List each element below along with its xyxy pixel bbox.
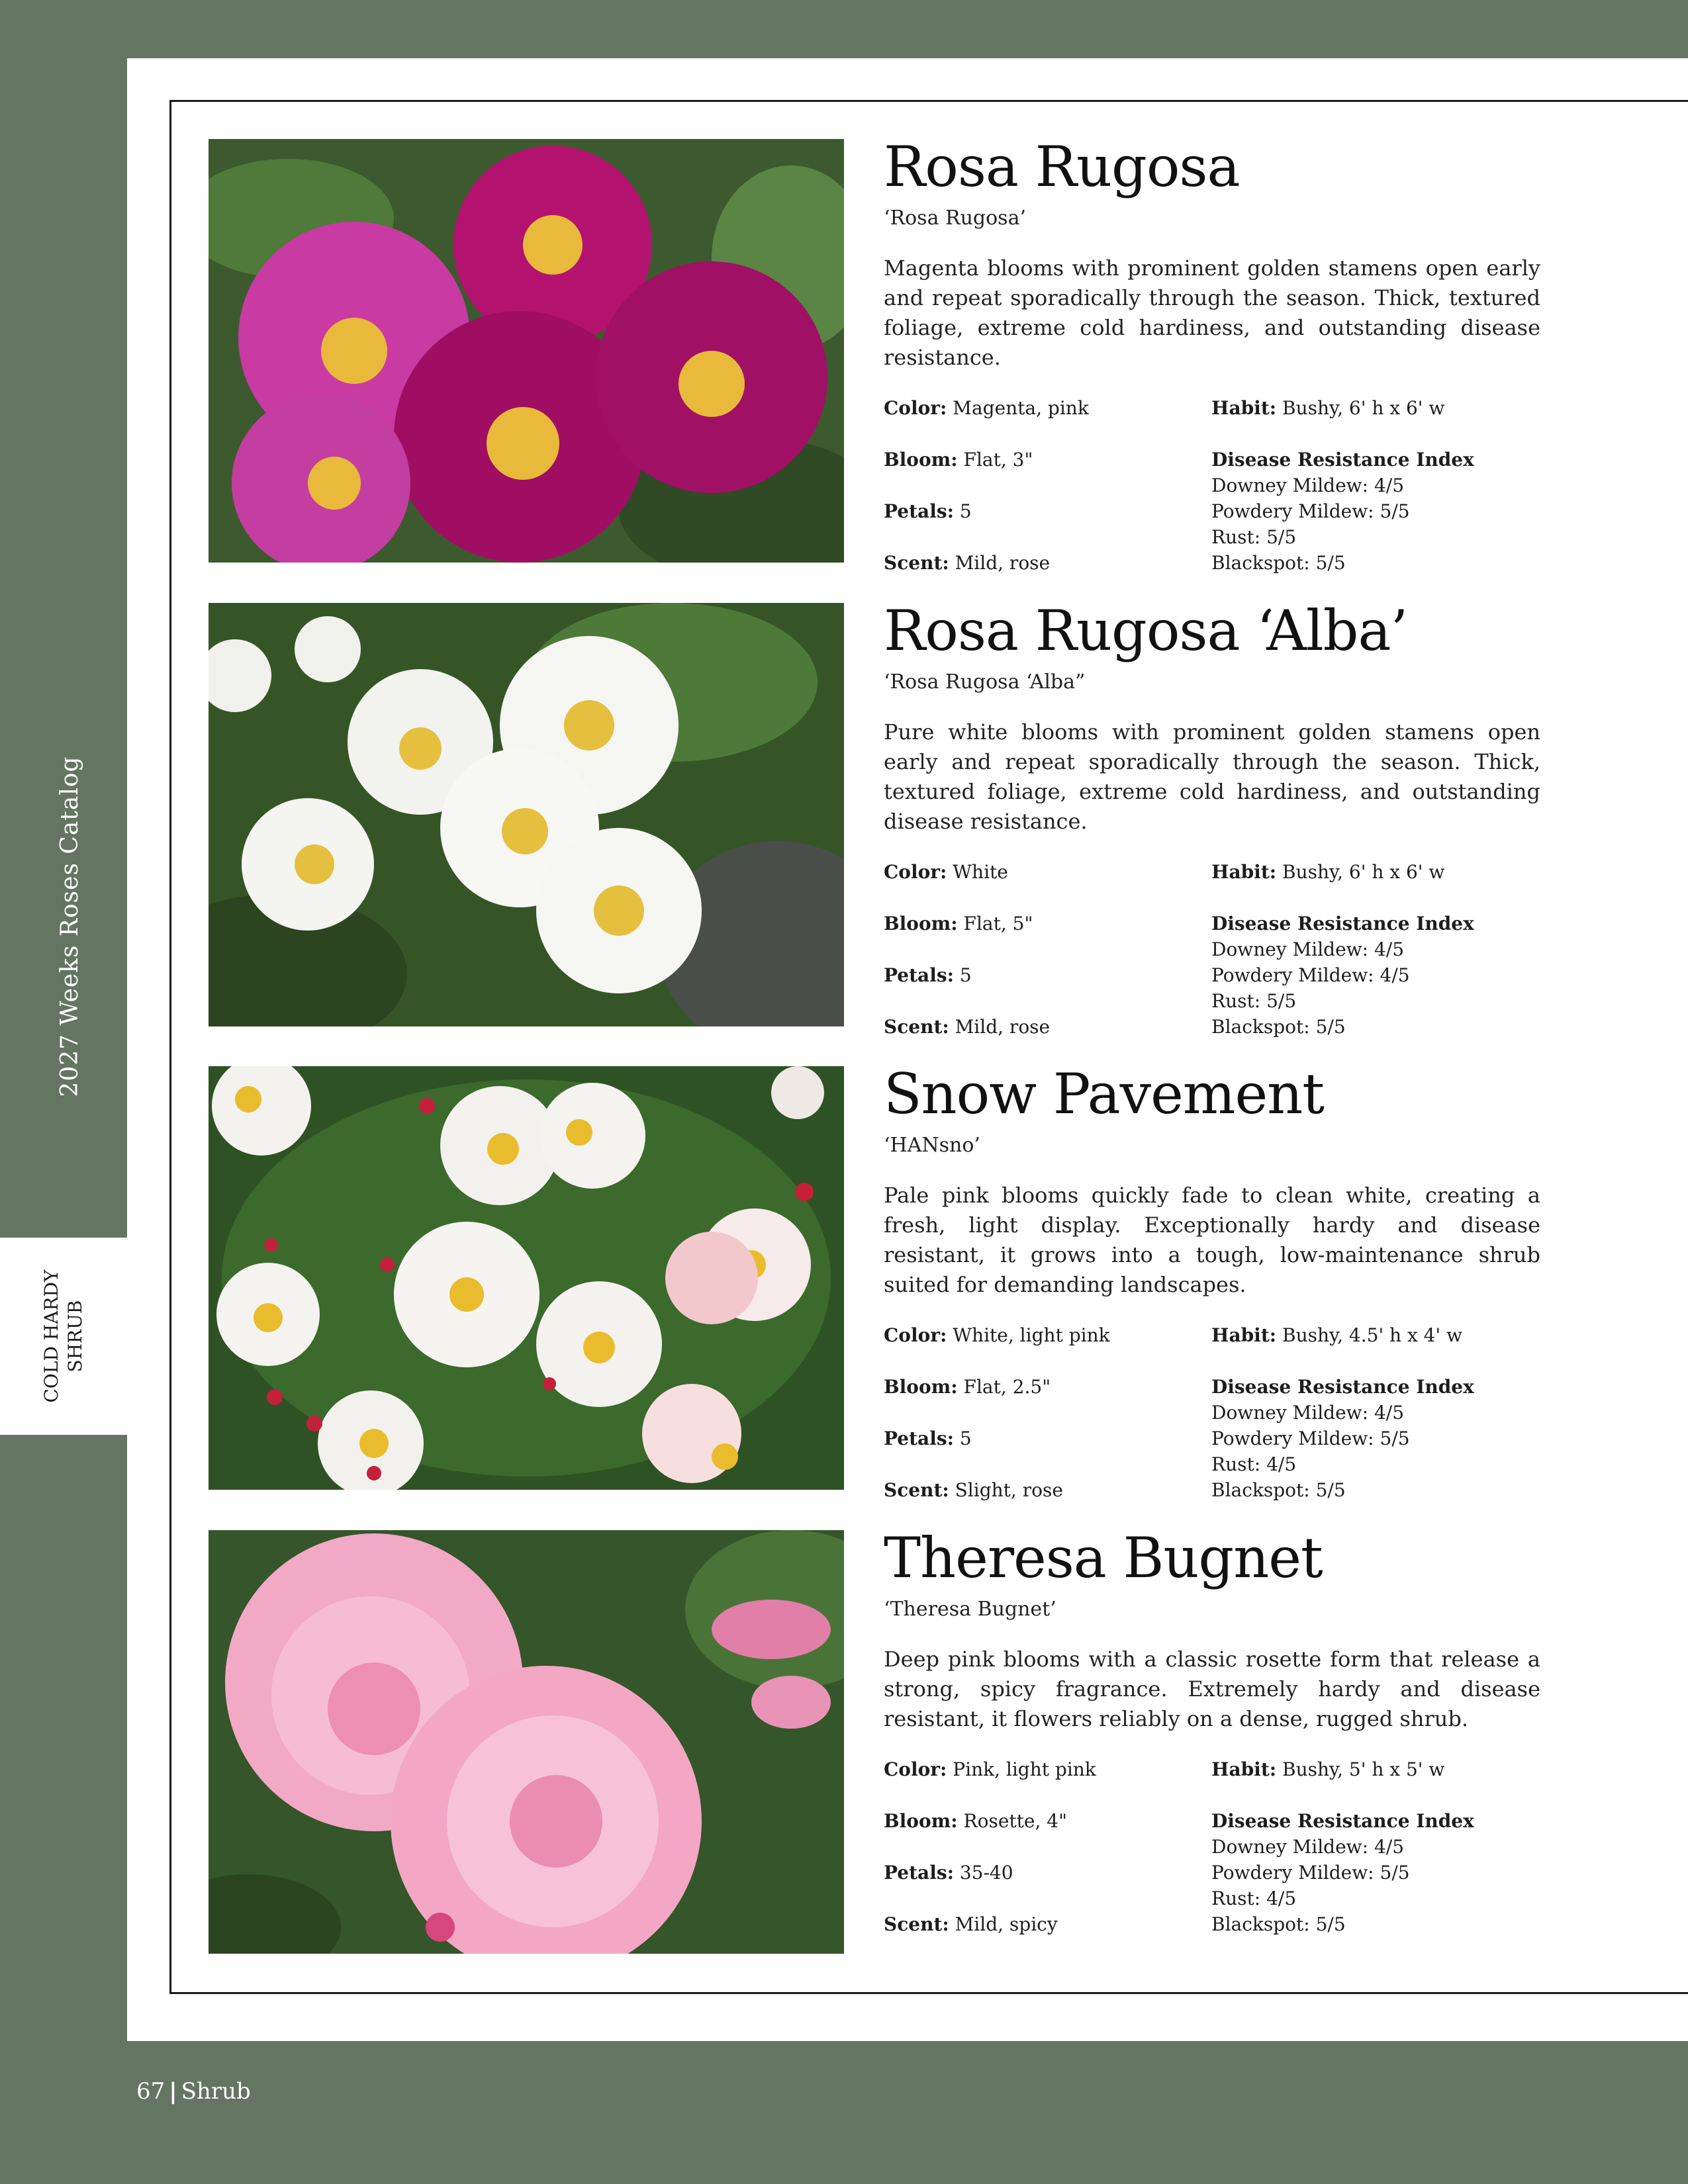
rose-description: Magenta blooms with prominent golden stamens open early and repeat sporadically through the season. Thick, textured foliage, extreme cold hardiness, and outstanding disease resistance. <box>884 255 1540 370</box>
dri-rust: Rust: 5/5 <box>1211 526 1297 548</box>
disease-resistance-index <box>1211 1374 1474 1503</box>
spec-value: Mild, spicy <box>955 1913 1058 1935</box>
spec-value: Mild, rose <box>955 1016 1051 1038</box>
spec-label: Habit: <box>1211 861 1277 883</box>
spec-value: Magenta, pink <box>953 397 1089 419</box>
rose-description: Deep pink blooms with a classic rosette form that release a strong, spicy fragrance. Extremely hardy and disease resistant, it flowers reliably on a dense, rugged shrub. <box>884 1647 1540 1731</box>
disease-resistance-index <box>1211 447 1474 576</box>
rose-specs <box>884 1322 1540 1508</box>
spec-value: Flat, 5" <box>963 913 1033 934</box>
spec-label: Scent: <box>884 1016 949 1038</box>
spec-value: 5 <box>959 964 972 986</box>
spec-label: Color: <box>884 397 947 419</box>
rose-name: Rosa Rugosa ‘Alba’ <box>884 598 1408 663</box>
spec-label: Bloom: <box>884 913 958 934</box>
rose-description: Pale pink blooms quickly fade to clean white, creating a fresh, light display. Exceptionally hardy and disease resistant, it grows into a tough, low-maintenance shrub suited for demanding landscapes. <box>884 1183 1540 1297</box>
catalog-side-title: 2027 Weeks Roses Catalog <box>56 756 83 1097</box>
footer-section: Shrub <box>181 2078 251 2105</box>
spec-label: Petals: <box>884 1862 954 1884</box>
rose-entry <box>209 1062 1665 1501</box>
disease-resistance-index <box>1211 1808 1474 1937</box>
spec-label: Bloom: <box>884 449 958 471</box>
dri-blackspot: Blackspot: 5/5 <box>1211 1016 1346 1038</box>
spec-habit <box>1211 395 1444 421</box>
dri-powdery: Powdery Mildew: 4/5 <box>1211 964 1410 986</box>
page-number: 67 <box>136 2078 165 2105</box>
dri-heading: Disease Resistance Index <box>1211 449 1474 471</box>
spec-label: Color: <box>884 861 947 883</box>
spec-label: Petals: <box>884 500 954 522</box>
spec-value: 5 <box>959 1428 972 1449</box>
rose-entry <box>209 1525 1665 1954</box>
dri-blackspot: Blackspot: 5/5 <box>1211 552 1346 574</box>
spec-label: Petals: <box>884 1428 954 1449</box>
spec-label: Color: <box>884 1758 947 1780</box>
spec-value: Bushy, 6' h x 6' w <box>1282 397 1445 419</box>
rose-specs <box>884 1756 1540 1942</box>
rose-cultivar: ‘Rosa Rugosa ‘Alba” <box>884 670 1086 694</box>
spec-color <box>884 1322 1110 1348</box>
rose-description: Pure white blooms with prominent golden stamens open early and repeat sporadically through the season. Thick, textured foliage, extreme cold hardiness, and outstanding disease resistance. <box>884 719 1540 834</box>
bottom-band <box>0 2041 1688 2184</box>
spec-scent <box>884 1911 1058 1937</box>
rose-info <box>884 1062 1540 1508</box>
spec-bloom <box>884 1374 1051 1400</box>
spec-value: Mild, rose <box>955 552 1051 574</box>
spec-label: Color: <box>884 1324 947 1346</box>
spec-scent <box>884 1477 1063 1503</box>
top-band <box>0 0 1688 58</box>
spec-habit <box>1211 1322 1462 1348</box>
spec-value: Rosette, 4" <box>963 1810 1067 1832</box>
spec-value: Pink, light pink <box>953 1758 1096 1780</box>
spec-habit <box>1211 1756 1444 1782</box>
spec-value: Bushy, 4.5' h x 4' w <box>1282 1324 1463 1346</box>
spec-label: Petals: <box>884 964 954 986</box>
footer-separator: | <box>169 2078 177 2105</box>
dri-powdery: Powdery Mildew: 5/5 <box>1211 500 1410 522</box>
dri-downey: Downey Mildew: 4/5 <box>1211 475 1405 496</box>
spec-value: White, light pink <box>953 1324 1110 1346</box>
spec-label: Bloom: <box>884 1810 958 1832</box>
dri-downey: Downey Mildew: 4/5 <box>1211 1836 1405 1858</box>
spec-value: Flat, 3" <box>963 449 1033 471</box>
page-footer <box>136 2078 251 2105</box>
dri-heading: Disease Resistance Index <box>1211 913 1474 934</box>
rose-name: Theresa Bugnet <box>884 1525 1323 1590</box>
dri-rust: Rust: 4/5 <box>1211 1453 1297 1475</box>
rose-cultivar: ‘Rosa Rugosa’ <box>884 206 1026 230</box>
spec-label: Bloom: <box>884 1376 958 1398</box>
spec-label: Habit: <box>1211 1324 1277 1346</box>
rose-name: Rosa Rugosa <box>884 134 1240 199</box>
spec-label: Scent: <box>884 1913 949 1935</box>
spec-label: Habit: <box>1211 397 1277 419</box>
dri-blackspot: Blackspot: 5/5 <box>1211 1479 1346 1501</box>
spec-value: White <box>953 861 1008 883</box>
dri-downey: Downey Mildew: 4/5 <box>1211 938 1405 960</box>
rose-info <box>884 134 1540 580</box>
spec-bloom <box>884 911 1033 936</box>
dri-powdery: Powdery Mildew: 5/5 <box>1211 1862 1410 1884</box>
rose-photo-theresa-bugnet <box>209 1530 844 1954</box>
disease-resistance-index <box>1211 911 1474 1040</box>
spec-petals <box>884 498 972 524</box>
rose-entry <box>209 134 1665 574</box>
dri-rust: Rust: 4/5 <box>1211 1888 1297 1909</box>
spec-petals <box>884 1860 1013 1886</box>
dri-heading: Disease Resistance Index <box>1211 1810 1474 1832</box>
spec-value: 35-40 <box>959 1862 1013 1884</box>
rose-info <box>884 598 1540 1044</box>
rose-name: Snow Pavement <box>884 1062 1325 1126</box>
spec-bloom <box>884 1808 1067 1834</box>
dri-blackspot: Blackspot: 5/5 <box>1211 1913 1346 1935</box>
spec-color <box>884 395 1089 421</box>
spec-scent <box>884 1014 1050 1040</box>
spec-value: Bushy, 6' h x 6' w <box>1282 861 1445 883</box>
dri-powdery: Powdery Mildew: 5/5 <box>1211 1428 1410 1449</box>
tab-line-1: COLD HARDY <box>40 1269 62 1403</box>
rose-info <box>884 1525 1540 1942</box>
rose-photo-rosa-rugosa-alba <box>209 603 844 1026</box>
spec-color <box>884 1756 1096 1782</box>
spec-value: 5 <box>959 500 972 522</box>
spec-petals <box>884 1426 972 1451</box>
rose-cultivar: ‘HANsno’ <box>884 1134 980 1157</box>
spec-value: Slight, rose <box>955 1479 1063 1501</box>
spec-label: Habit: <box>1211 1758 1277 1780</box>
dri-downey: Downey Mildew: 4/5 <box>1211 1402 1405 1424</box>
spec-petals <box>884 962 972 988</box>
rose-entry <box>209 598 1665 1038</box>
spec-habit <box>1211 859 1444 885</box>
rose-specs <box>884 859 1540 1044</box>
rose-photo-snow-pavement <box>209 1066 844 1490</box>
dri-heading: Disease Resistance Index <box>1211 1376 1474 1398</box>
spec-color <box>884 859 1008 885</box>
spec-value: Bushy, 5' h x 5' w <box>1282 1758 1445 1780</box>
dri-rust: Rust: 5/5 <box>1211 990 1297 1012</box>
tab-line-2: SHRUB <box>64 1300 86 1373</box>
section-tab[interactable] <box>0 1238 127 1435</box>
rose-specs <box>884 395 1540 580</box>
spec-label: Scent: <box>884 1479 949 1501</box>
section-tab-label <box>40 1237 87 1435</box>
spec-label: Scent: <box>884 552 949 574</box>
rose-photo-rosa-rugosa <box>209 139 844 563</box>
rose-cultivar: ‘Theresa Bugnet’ <box>884 1598 1056 1621</box>
spec-scent <box>884 550 1050 576</box>
spec-value: Flat, 2.5" <box>963 1376 1051 1398</box>
spec-bloom <box>884 447 1033 473</box>
